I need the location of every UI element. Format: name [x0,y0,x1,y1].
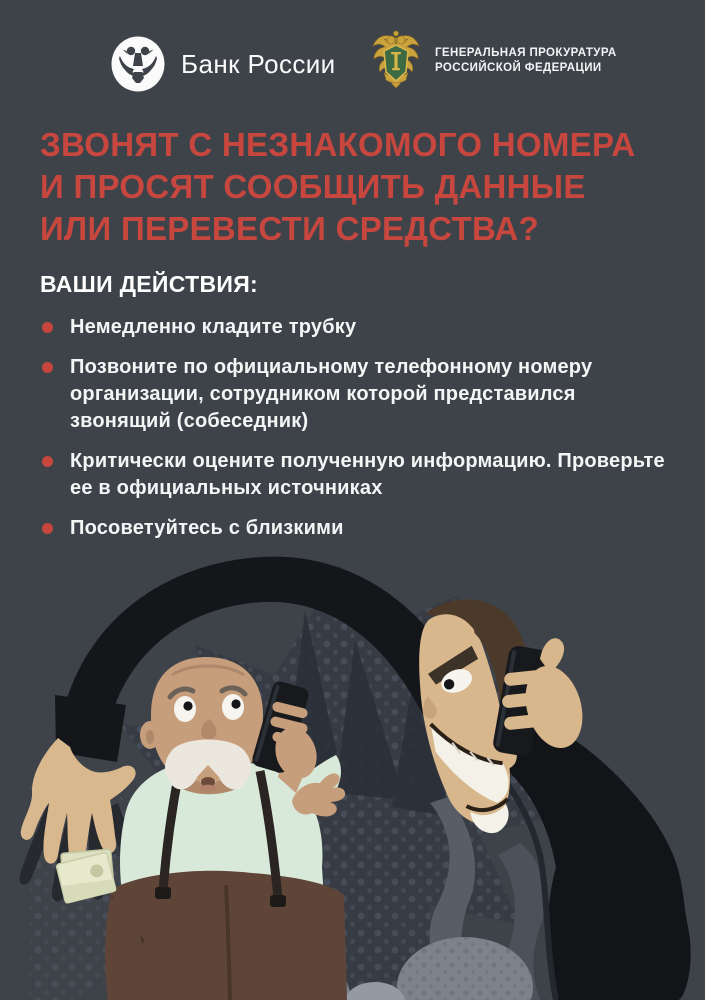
bullet-dot-icon [42,362,53,373]
action-item [40,354,680,435]
actions-heading: ВАШИ ДЕЙСТВИЯ: [40,271,258,297]
bullet-dot-icon [42,456,53,467]
actions-list [40,314,680,555]
title-line-1: ЗВОНЯТ С НЕЗНАКОМОГО НОМЕРА [40,126,636,163]
action-text: Немедленно кладите трубку [70,316,357,338]
prosecutor-logo [370,28,617,94]
action-item [40,515,680,542]
title-line-3: ИЛИ ПЕРЕВЕСТИ СРЕДСТВА? [40,210,540,247]
bank-of-russia-logo [110,36,336,92]
prosecutor-label-line2: РОССИЙСКОЙ ФЕДЕРАЦИИ [435,62,602,74]
action-text: Критически оцените полученную информацию. Проверьте ее в официальных источниках [70,450,665,499]
title-line-2: И ПРОСЯТ СООБЩИТЬ ДАННЫЕ [40,168,586,205]
action-text: Позвоните по официальному телефонному номеру организации, сотрудником которой представился звонящий (собеседник) [70,356,593,432]
action-text: Посоветуйтесь с близкими [70,517,344,539]
action-item [40,448,680,502]
prosecutor-label-line1: ГЕНЕРАЛЬНАЯ ПРОКУРАТУРА [435,46,617,59]
bullet-dot-icon [42,523,53,534]
bank-of-russia-eagle-icon [110,36,166,92]
prosecutor-emblem-icon [370,28,422,94]
action-item [40,314,680,341]
prosecutor-label [435,46,617,77]
page-title [40,124,680,250]
bullet-dot-icon [42,322,53,333]
scam-call-illustration [0,555,705,1000]
bank-of-russia-label: Банк России [181,48,336,79]
